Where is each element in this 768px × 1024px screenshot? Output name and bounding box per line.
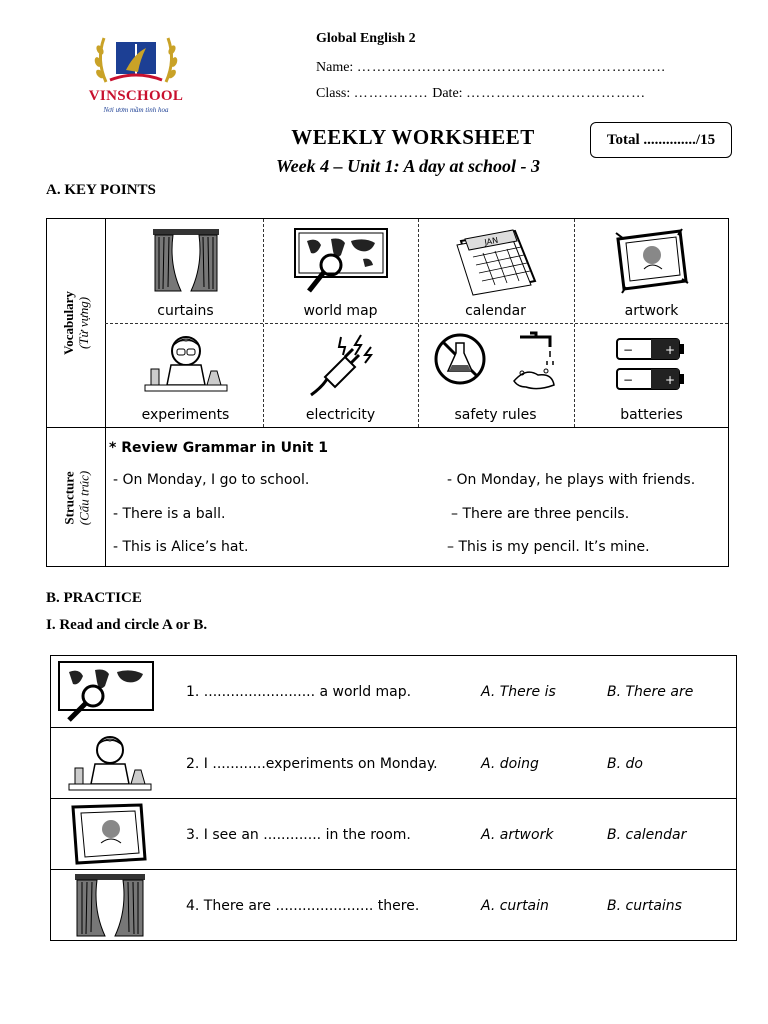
artwork-icon [55,801,165,867]
vocab-card-artwork [574,219,729,323]
vocab-card-electricity [263,323,418,427]
vocab-card-experiments [108,323,263,427]
option-a[interactable]: A. artwork [481,827,554,843]
name-field[interactable]: …………………………………………………….. [356,60,666,75]
option-a[interactable]: A. curtain [481,898,549,914]
vocab-word: batteries [620,407,683,423]
date-label: Date: [432,86,463,101]
question-text: 4. There are ...................... there. [186,898,420,914]
experiments-icon [55,730,165,796]
world-map-icon [291,225,391,297]
structure-side-label [47,427,105,568]
artwork-icon [612,225,692,297]
option-b[interactable]: B. do [607,756,643,772]
key-points-table [46,218,729,567]
svg-text:+: + [664,373,675,387]
course-name: Global English 2 [316,31,416,46]
vocab-word: calendar [465,303,526,319]
world-map-icon [55,658,165,724]
grammar-example: – This is my pencil. It’s mine. [447,539,650,555]
vocab-card-calendar [418,219,573,323]
question-text: 3. I see an ............. in the room. [186,827,411,843]
question-row [51,869,736,941]
question-row [51,798,736,870]
question-row [51,656,736,727]
vocab-word: safety rules [454,407,537,423]
vocab-card-batteries [574,323,729,427]
grammar-example: – There are three pencils. [451,506,630,522]
svg-text:−: − [622,343,633,357]
vocab-card-world-map [263,219,418,323]
vocab-word: electricity [305,407,376,423]
option-b[interactable]: B. curtains [607,898,682,914]
name-label: Name: [316,60,354,75]
vocab-word: world map [303,303,378,319]
vocab-word: artwork [624,303,679,319]
worksheet-title: WEEKLY WORKSHEET [291,125,535,149]
grammar-example: - This is Alice’s hat. [113,539,249,555]
curtains-icon [151,225,221,295]
date-field[interactable]: ……………………………… [466,86,647,101]
vocabulary-label: Vocabulary [61,291,76,355]
grammar-example: - On Monday, he plays with friends. [447,472,696,488]
brand-slogan: Nơi ươm mầm tinh hoa [103,106,169,114]
vocab-card-curtains [108,219,263,323]
vocab-word: experiments [141,407,230,423]
grammar-example: - On Monday, I go to school. [113,472,310,488]
worksheet-subtitle: Week 4 – Unit 1: A day at school - 3 [276,156,540,176]
question-row [51,727,736,799]
question-text: 1. ......................... a world map. [186,684,412,700]
section-b-heading: B. PRACTICE [46,590,142,606]
class-field[interactable]: …………… [353,86,429,101]
svg-text:+: + [664,343,675,357]
name-line [316,60,666,76]
curtains-icon [55,872,165,938]
question-text: 2. I ............experiments on Monday. [186,756,438,772]
vocabulary-side-label [47,219,105,427]
class-date-line [316,86,646,102]
class-label: Class: [316,86,351,101]
exercise-1-instruction: I. Read and circle A or B. [46,617,208,633]
experiments-icon [141,329,231,401]
grammar-heading: * Review Grammar in Unit 1 [109,440,329,456]
svg-text:JAN: JAN [483,235,499,247]
structure-label: Structure [61,470,76,525]
vocab-card-safety-rules [418,323,573,427]
grammar-example: - There is a ball. [113,506,226,522]
vocab-word: curtains [157,303,214,319]
practice-table [50,655,737,941]
svg-text:−: − [622,373,633,387]
option-a[interactable]: A. doing [481,756,539,772]
vocabulary-sublabel: (Từ vựng) [76,296,91,350]
option-b[interactable]: B. calendar [607,827,687,843]
calendar-icon [451,225,541,297]
batteries-icon [607,329,697,401]
structure-sublabel: (Cấu trúc) [76,470,91,525]
electricity-plug-icon [301,329,381,401]
safety-rules-icon [426,329,566,401]
vinschool-logo [88,30,184,120]
brand-name: VINSCHOOL [88,88,184,104]
section-a-heading: A. KEY POINTS [46,182,156,198]
book-emblem-icon [88,30,184,90]
option-a[interactable]: A. There is [481,684,556,700]
total-score-box: Total ............../15 [590,122,732,158]
option-b[interactable]: B. There are [607,684,694,700]
